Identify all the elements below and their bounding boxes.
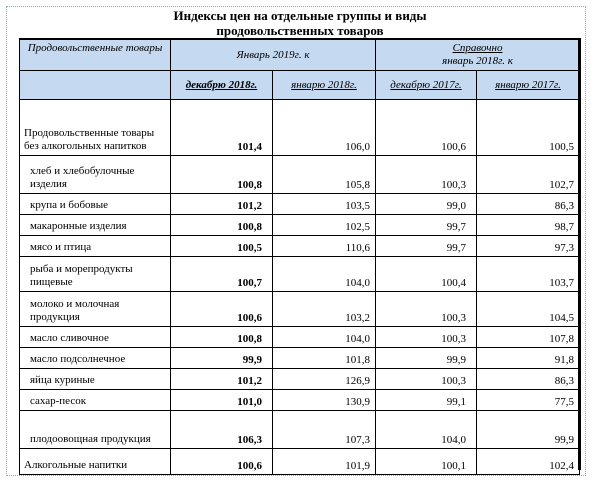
header-group-jan2019 — [171, 39, 376, 71]
cell-value: 104,0 — [376, 411, 477, 449]
cell-value: 99,7 — [376, 236, 477, 257]
cell-value: 101,0 — [171, 390, 273, 411]
header-dec2018: декабрю 2018г. — [171, 71, 273, 100]
table-row — [20, 449, 580, 475]
cell-value: 97,3 — [477, 236, 580, 257]
price-index-table — [19, 38, 580, 475]
cell-value: 101,4 — [171, 100, 273, 156]
cell-value: 100,5 — [171, 236, 273, 257]
row-name: рыба и морепродукты пищевые — [20, 257, 171, 292]
cell-value: 101,2 — [171, 194, 273, 215]
cell-value: 130,9 — [273, 390, 376, 411]
row-name: масло сливочное — [20, 327, 171, 348]
table-row — [20, 194, 580, 215]
table-right-border — [578, 38, 581, 470]
cell-value: 99,0 — [376, 194, 477, 215]
cell-value: 77,5 — [477, 390, 580, 411]
cell-value: 102,5 — [273, 215, 376, 236]
header-blank — [20, 71, 171, 100]
header-group-jan2019-text: Январь 2019г. к — [236, 49, 310, 61]
row-name: яйца куриные — [20, 369, 171, 390]
title-line-2: продовольственных товаров — [216, 23, 384, 38]
table-row — [20, 369, 580, 390]
table-row — [20, 215, 580, 236]
cell-value: 106,0 — [273, 100, 376, 156]
cell-value: 103,5 — [273, 194, 376, 215]
cell-value: 106,3 — [171, 411, 273, 449]
cell-value: 104,5 — [477, 292, 580, 327]
cell-value: 107,3 — [273, 411, 376, 449]
cell-value: 100,5 — [477, 100, 580, 156]
cell-value: 86,3 — [477, 369, 580, 390]
header-dec2017: декабрю 2017г. — [376, 71, 477, 100]
cell-value: 99,9 — [171, 348, 273, 369]
cell-value: 100,7 — [171, 257, 273, 292]
table-row — [20, 292, 580, 327]
cell-value: 104,0 — [273, 257, 376, 292]
cell-value: 86,3 — [477, 194, 580, 215]
cell-value: 91,8 — [477, 348, 580, 369]
cell-value: 103,7 — [477, 257, 580, 292]
header-jan2018: январю 2018г. — [273, 71, 376, 100]
cell-value: 101,8 — [273, 348, 376, 369]
cell-value: 100,6 — [376, 100, 477, 156]
cell-value: 100,3 — [376, 292, 477, 327]
row-name: макаронные изделия — [20, 215, 171, 236]
header-reference-sub: январь 2018г. к — [442, 55, 513, 67]
cell-value: 99,9 — [477, 411, 580, 449]
row-name: мясо и птица — [20, 236, 171, 257]
cell-value: 110,6 — [273, 236, 376, 257]
cell-value: 99,9 — [376, 348, 477, 369]
cell-value: 100,6 — [171, 449, 273, 475]
header-jan2017: январю 2017г. — [477, 71, 580, 100]
row-name: плодоовощная продукция — [20, 411, 171, 449]
cell-value: 100,1 — [376, 449, 477, 475]
cell-value: 126,9 — [273, 369, 376, 390]
table-row — [20, 236, 580, 257]
row-name: молоко и молочная продукция — [20, 292, 171, 327]
table-row — [20, 156, 580, 194]
cell-value: 102,7 — [477, 156, 580, 194]
cell-value: 100,8 — [171, 327, 273, 348]
cell-value: 102,4 — [477, 449, 580, 475]
header-goods: Продовольственные товары — [20, 39, 171, 71]
cell-value: 100,6 — [171, 292, 273, 327]
table-row — [20, 390, 580, 411]
table-row — [20, 411, 580, 449]
row-name: крупа и бобовые — [20, 194, 171, 215]
table-title — [0, 8, 600, 38]
row-name: хлеб и хлебобулочные изделия — [20, 156, 171, 194]
row-name: Продовольственные товары без алкогольных напитков — [20, 100, 171, 156]
cell-value: 99,1 — [376, 390, 477, 411]
cell-value: 101,2 — [171, 369, 273, 390]
cell-value: 100,3 — [376, 369, 477, 390]
cell-value: 104,0 — [273, 327, 376, 348]
cell-value: 98,7 — [477, 215, 580, 236]
header-reference-label: Справочно — [452, 42, 503, 54]
price-index-table-wrap — [19, 38, 579, 475]
row-name: Алкогольные напитки — [20, 449, 171, 475]
table-row — [20, 257, 580, 292]
row-name: масло подсолнечное — [20, 348, 171, 369]
cell-value: 100,4 — [376, 257, 477, 292]
cell-value: 105,8 — [273, 156, 376, 194]
cell-value: 103,2 — [273, 292, 376, 327]
cell-value: 100,3 — [376, 156, 477, 194]
table-row — [20, 100, 580, 156]
cell-value: 100,3 — [376, 327, 477, 348]
cell-value: 107,8 — [477, 327, 580, 348]
table-row — [20, 327, 580, 348]
row-name: сахар-песок — [20, 390, 171, 411]
table-row — [20, 348, 580, 369]
title-line-1: Индексы цен на отдельные группы и виды — [173, 8, 427, 23]
cell-value: 100,8 — [171, 156, 273, 194]
cell-value: 100,8 — [171, 215, 273, 236]
cell-value: 99,7 — [376, 215, 477, 236]
header-group-reference — [376, 39, 580, 71]
cell-value: 101,9 — [273, 449, 376, 475]
